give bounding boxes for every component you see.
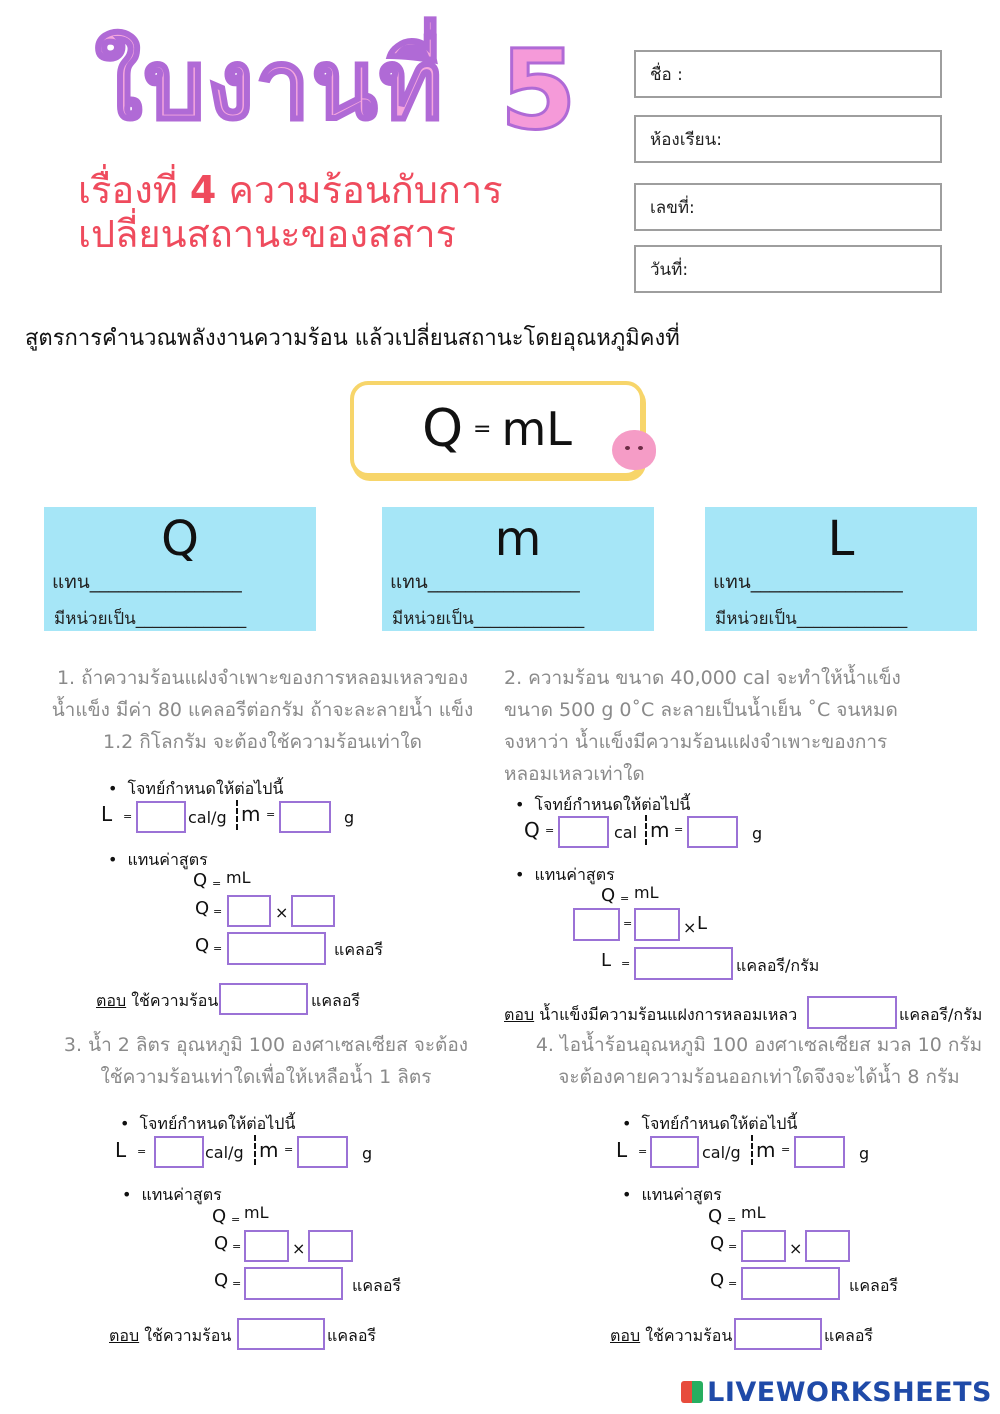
q1-sub-m-input[interactable] — [227, 895, 271, 927]
variable-unit: มีหน่วยเป็น_____________ — [54, 609, 247, 629]
q4-m-equals: = — [781, 1143, 791, 1156]
q4-L-equals: = — [638, 1145, 648, 1158]
name-field[interactable] — [634, 50, 942, 98]
formula-q: Q — [422, 399, 464, 459]
q3-result-unit: แคลอรี — [352, 1276, 402, 1295]
worksheet-title: ใบงานที่ — [95, 29, 445, 141]
q4-formula-q: Q — [708, 1206, 723, 1227]
student-number-label: เลขที่: — [650, 197, 695, 218]
q1-times: × — [275, 903, 289, 922]
q1-result-q: Q — [195, 935, 210, 956]
logo-text: LIVEWORKSHEETS — [707, 1377, 992, 1408]
q2-result-unit: แคลอรี/กรัม — [736, 956, 820, 975]
q2-Q-equals: = — [545, 824, 555, 837]
worksheet-number: 5 — [500, 26, 577, 154]
q4-L-symbol: L — [616, 1138, 628, 1162]
q3-answer-unit: แคลอรี — [327, 1326, 377, 1345]
liveworksheets-logo-icon — [681, 1381, 703, 1403]
q4-m-unit: g — [859, 1144, 870, 1163]
q4-answer-label — [610, 1324, 732, 1349]
q3-L-input[interactable] — [154, 1136, 204, 1168]
q4-sub-q: Q — [710, 1233, 725, 1254]
q1-result-input[interactable] — [227, 932, 326, 965]
q3-sub-l-input[interactable] — [308, 1230, 353, 1262]
q2-m-symbol: m — [650, 818, 670, 842]
q4-answer-unit: แคลอรี — [824, 1326, 874, 1345]
worksheet-subtitle — [78, 168, 503, 256]
q3-answer-input[interactable] — [237, 1318, 325, 1350]
q4-answer-input[interactable] — [734, 1318, 822, 1350]
q2-result-equals: = — [621, 957, 631, 970]
variable-letter: L — [827, 511, 855, 567]
q4-sub-m-input[interactable] — [741, 1230, 786, 1262]
q1-substitute-label: • แทนค่าสูตร — [108, 848, 208, 873]
q4-times: × — [789, 1239, 803, 1258]
variable-meaning: แทน________________ — [713, 571, 903, 593]
q2-answer-word: ตอบ — [504, 1005, 535, 1024]
q3-L-symbol: L — [115, 1138, 127, 1162]
variable-unit: มีหน่วยเป็น_____________ — [392, 609, 585, 629]
q2-sub-L: L — [697, 913, 708, 934]
q2-m-equals: = — [674, 823, 684, 836]
q4-separator — [751, 1135, 753, 1165]
variable-letter: m — [494, 511, 542, 567]
q2-Q-unit: cal — [614, 823, 638, 842]
blob-mascot-icon — [612, 430, 656, 470]
q3-m-input[interactable] — [297, 1136, 348, 1168]
q2-Q-input[interactable] — [558, 816, 609, 848]
q4-m-symbol: m — [756, 1138, 776, 1162]
q1-sub-q: Q — [195, 898, 210, 919]
q3-sub-q: Q — [214, 1233, 229, 1254]
q2-times: × — [683, 918, 697, 937]
question-3-text: 3. น้ำ 2 ลิตร อุณหภูมิ 100 องศาเซลเซียส จะต้อง ใช้ความร้อนเท่าใดเพื่อให้เหลือน้ำ 1 ลิตร — [63, 1034, 469, 1088]
q3-answer-text: ใช้ความร้อน — [139, 1326, 232, 1345]
subtitle-rest: ความร้อนกับการ — [216, 168, 503, 212]
variable-card-q — [44, 507, 316, 631]
q1-answer-word: ตอบ — [96, 991, 127, 1010]
question-1-text: 1. ถ้าความร้อนแฝงจำเพาะของการหลอมเหลวของ น้ำแข็ง มีค่า 80 แคลอรีต่อกรัม ถ้าจะละลายน้ำ แข็ง 1.2 กิโลกรัม จะต้องใช้ความร้อนเท่าใด — [51, 667, 474, 753]
variable-meaning: แทน________________ — [52, 571, 242, 593]
q3-result-equals: = — [232, 1277, 242, 1290]
q2-formula-ml: mL — [634, 883, 659, 902]
subtitle-line2: เปลี่ยนสถานะของสสาร — [78, 212, 457, 256]
variable-card-m — [382, 507, 654, 631]
q4-result-equals: = — [728, 1277, 738, 1290]
q4-m-input[interactable] — [794, 1136, 845, 1168]
q4-formula-equals: = — [727, 1213, 737, 1226]
q4-result-q: Q — [710, 1270, 725, 1291]
q3-given-label: • โจทย์กำหนดให้ต่อไปนี้ — [120, 1112, 295, 1137]
question-2-text: 2. ความร้อน ขนาด 40,000 cal จะทำให้น้ำแข็ง ขนาด 500 g 0˚C ละลายเป็นน้ำเย็น ˚C จนหมด จงหาว่า น้ำแข็งมีความร้อนแฝงจำเพาะของการ หลอมเหลวเท่าใด — [504, 667, 901, 785]
q2-answer-input[interactable] — [807, 996, 897, 1029]
q4-result-input[interactable] — [741, 1267, 840, 1300]
q2-m-unit: g — [752, 824, 763, 843]
q4-sub-equals: = — [728, 1240, 738, 1253]
subtitle-prefix: เรื่องที่ — [78, 168, 190, 212]
q2-given-label: • โจทย์กำหนดให้ต่อไปนี้ — [515, 793, 690, 818]
q1-formula-ml: mL — [226, 868, 251, 887]
q2-formula-q: Q — [601, 885, 616, 906]
q4-substitute-label: • แทนค่าสูตร — [622, 1183, 722, 1208]
q1-formula-q: Q — [193, 870, 208, 891]
q1-answer-unit: แคลอรี — [311, 991, 361, 1010]
q3-substitute-label: • แทนค่าสูตร — [122, 1183, 222, 1208]
variable-card-l — [705, 507, 977, 631]
q1-m-equals: = — [266, 808, 276, 821]
q2-sub-q-input[interactable] — [573, 908, 620, 941]
q2-answer-label — [504, 1003, 797, 1028]
q2-result-L: L — [601, 950, 612, 971]
formula-heading: สูตรการคำนวณพลังงานความร้อน แล้วเปลี่ยนสถานะโดยอุณหภูมิคงที่ — [25, 326, 680, 351]
q2-formula-equals: = — [620, 892, 630, 905]
q3-answer-word: ตอบ — [109, 1326, 140, 1345]
q1-answer-input[interactable] — [219, 983, 308, 1015]
q1-answer-text: ใช้ความร้อน — [126, 991, 219, 1010]
formula-equals: = — [473, 416, 492, 442]
variable-meaning: แทน________________ — [390, 571, 580, 593]
q1-L-unit: cal/g — [188, 808, 227, 827]
classroom-field[interactable] — [634, 115, 942, 163]
q3-separator — [254, 1135, 256, 1165]
q4-answer-text: ใช้ความร้อน — [640, 1326, 733, 1345]
q3-m-unit: g — [362, 1144, 373, 1163]
main-formula — [350, 381, 644, 477]
q3-sub-equals: = — [232, 1240, 242, 1253]
q1-m-input[interactable] — [279, 801, 331, 833]
q2-answer-unit: แคลอรี/กรัม — [899, 1005, 983, 1024]
q3-m-symbol: m — [259, 1138, 279, 1162]
q1-L-symbol: L — [101, 802, 113, 826]
q2-answer-text: น้ำแข็งมีความร้อนแฝงการหลอมเหลว — [534, 1005, 798, 1024]
subtitle-number: 4 — [189, 168, 217, 212]
q1-formula-equals: = — [212, 877, 222, 890]
q3-L-unit: cal/g — [205, 1143, 244, 1162]
date-label: วันที่: — [650, 259, 689, 280]
q2-sub-m-input[interactable] — [634, 908, 680, 941]
formula-ml: mL — [501, 402, 572, 456]
q3-answer-label — [109, 1324, 231, 1349]
q4-L-input[interactable] — [650, 1136, 699, 1168]
student-number-field[interactable] — [634, 183, 942, 231]
q3-L-equals: = — [137, 1145, 147, 1158]
date-field[interactable] — [634, 245, 942, 293]
q1-m-unit: g — [344, 808, 355, 827]
q3-formula-q: Q — [212, 1206, 227, 1227]
q2-m-input[interactable] — [687, 816, 738, 848]
q2-result-input[interactable] — [634, 947, 733, 980]
q1-sub-l-input[interactable] — [291, 895, 335, 927]
q3-sub-m-input[interactable] — [244, 1230, 289, 1262]
q4-sub-l-input[interactable] — [805, 1230, 850, 1262]
q4-result-unit: แคลอรี — [849, 1276, 899, 1295]
q1-answer-label — [96, 989, 218, 1014]
q1-result-equals: = — [213, 942, 223, 955]
name-label: ชื่อ : — [650, 64, 683, 85]
q4-given-label: • โจทย์กำหนดให้ต่อไปนี้ — [622, 1112, 797, 1137]
variable-unit: มีหน่วยเป็น_____________ — [715, 609, 908, 629]
q3-m-equals: = — [284, 1143, 294, 1156]
question-4-text: 4. ไอน้ำร้อนอุณหภูมิ 100 องศาเซลเซียส มวล 10 กรัม จะต้องคายความร้อนออกเท่าใดจึงจะได้น้ำ 8 กรัม — [535, 1034, 983, 1088]
q1-L-input[interactable] — [136, 801, 186, 833]
q4-L-unit: cal/g — [702, 1143, 741, 1162]
q4-formula-ml: mL — [741, 1203, 766, 1222]
q2-sub-equals: = — [623, 917, 633, 930]
q4-answer-word: ตอบ — [610, 1326, 641, 1345]
q2-Q-symbol: Q — [524, 818, 540, 842]
q1-m-symbol: m — [241, 802, 261, 826]
q3-times: × — [292, 1239, 306, 1258]
liveworksheets-logo[interactable] — [681, 1377, 992, 1408]
q3-result-input[interactable] — [244, 1267, 343, 1300]
q2-substitute-label: • แทนค่าสูตร — [515, 863, 615, 888]
q3-result-q: Q — [214, 1270, 229, 1291]
q1-given-label: • โจทย์กำหนดให้ต่อไปนี้ — [108, 777, 283, 802]
q3-formula-ml: mL — [244, 1203, 269, 1222]
q2-separator — [645, 815, 647, 845]
q1-L-equals: = — [123, 810, 133, 823]
q1-separator — [236, 800, 238, 830]
q3-formula-equals: = — [231, 1213, 241, 1226]
variable-letter: Q — [161, 511, 199, 567]
classroom-label: ห้องเรียน: — [650, 129, 722, 150]
q1-sub-equals: = — [213, 905, 223, 918]
q1-result-unit: แคลอรี — [334, 940, 384, 959]
